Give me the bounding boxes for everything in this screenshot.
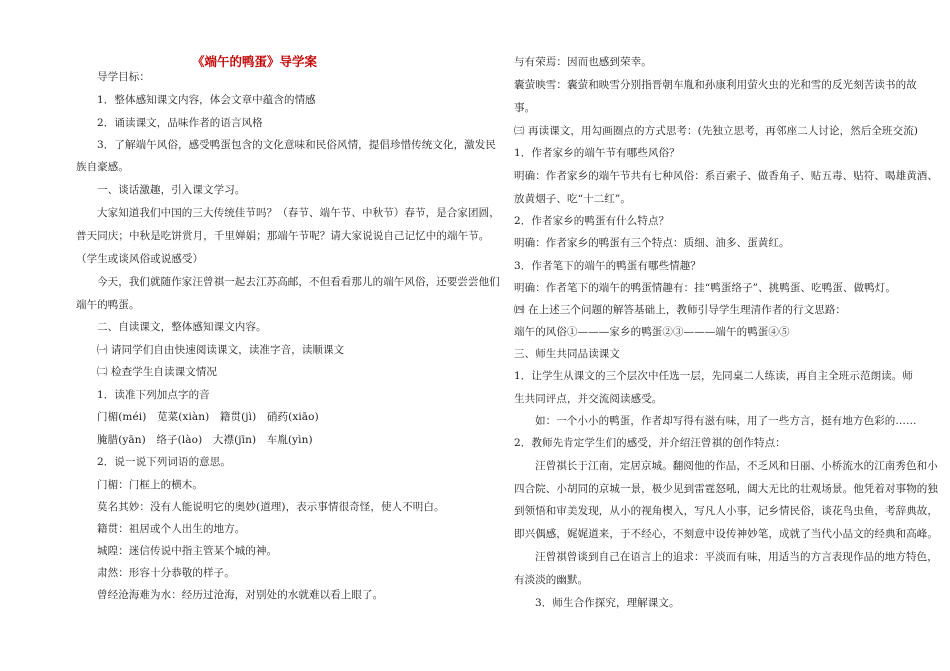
text-line: 普天同庆；中秋是吃饼赏月，千里婵娟；那端午节呢？请大家说说自己记忆中的端午节。 [76, 230, 490, 242]
text-line: 明确：作者笔下的端午的鸭蛋情趣有：挂“鸭蛋络子”、挑鸭蛋、吃鸭蛋、做鸭灯。 [514, 282, 896, 294]
text-line: 今天，我们就随作家汪曾祺一起去江苏高邮，不但看看那儿的端午风俗，还要尝尝他们 [97, 276, 500, 288]
text-line: 明确：作者家乡的鸭蛋有三个特点：质细、油多、蛋黄红。 [514, 237, 790, 249]
text-line: 2．作者家乡的鸭蛋有什么特点？ [514, 215, 670, 227]
text-line: 3．了解端午风俗，感受鸭蛋包含的文化意味和民俗风情，提倡珍惜传统文化，激发民 [97, 139, 496, 151]
text-line: 门楣(méi) 苋菜(xiàn) 籍贯(jì) 硝药(xiāo) [97, 411, 319, 423]
section-heading: 二、自读课文，整体感知课文内容。 [97, 321, 267, 333]
section-heading: 一、谈话激趣，引入课文学习。 [97, 184, 246, 196]
text-line: 3．作者笔下的端午的鸭蛋有哪些情趣？ [514, 260, 701, 272]
text-line: 四合院、小胡同的京城一景，极少见到雷霆怒吼，阔大无比的壮观场景。他凭着对事物的独 [514, 483, 938, 495]
text-line: ㈡ 检查学生自读课文情况 [97, 366, 218, 378]
text-line: 导学目标： [97, 71, 150, 83]
text-line: ㈢ 再读课文，用勾画圈点的方式思考：(先独立思考，再邻座二人讨论，然后全班交流) [514, 125, 919, 137]
text-line: ㈠ 请同学们自由快速阅读课文，读准字音，读顺课文 [97, 344, 345, 356]
text-line: 曾经沧海难为水：经历过沧海，对别处的水就难以看上眼了。 [97, 589, 384, 601]
text-line: 放黄烟子、吃“十二红”。 [514, 193, 631, 205]
text-line: 族自豪感。 [76, 161, 129, 173]
text-line: 2．说一说下列词语的意思。 [97, 456, 231, 468]
text-line: 腌腊(yān) 络子(lào) 大襟(jīn) 车胤(yìn) [97, 434, 313, 446]
text-line: 大家知道我们中国的三大传统佳节吗？（春节、端午节、中秋节）春节，是合家团圆， [97, 207, 500, 219]
text-line: 籍贯：祖居或个人出生的地方。 [97, 523, 246, 535]
text-line: 2．教师先肯定学生们的感受，并介绍汪曾祺的创作特点： [514, 437, 786, 449]
text-line: 3．师生合作探究，理解课文。 [535, 597, 680, 609]
text-line: 明确：作者家乡的端午节共有七种风俗：系百索子、做香角子、贴五毒、贴符、喝雄黄酒、 [514, 170, 938, 182]
text-line: 与有荣焉：因而也感到荣幸。 [514, 56, 652, 68]
text-line: （学生或谈风俗或说感受） [76, 253, 204, 265]
text-line: 肃然：形容十分恭敬的样子。 [97, 567, 235, 579]
text-line: ㈣ 在上述三个问题的解答基础上，教师引导学生理清作者的行文思路： [514, 304, 847, 316]
text-line: 端午的风俗①———家乡的鸭蛋②③———端午的鸭蛋④⑤ [514, 326, 790, 338]
text-line: 莫名其妙：没有人能说明它的奥妙(道理)，表示事情很奇怪，使人不明白。 [97, 501, 445, 513]
text-line: 如：一个小小的鸭蛋，作者却写得有滋有味，用了一些方言，挺有地方色彩的…… [535, 415, 917, 427]
section-heading: 三、师生共同品读课文 [514, 348, 620, 360]
text-line: 1．让学生从课文的三个层次中任选一层，先同桌二人练读，再自主全班示范朗读。师 [514, 370, 913, 382]
text-line: 到领悟和审美发现，从小的视角楔入，写凡人小事，记乡情民俗，谈花鸟虫鱼，考辞典故， [514, 505, 938, 517]
text-line: 门楣：门框上的横木。 [97, 479, 203, 491]
text-line: 生共同评点，并交流阅读感受。 [514, 393, 663, 405]
text-line: 汪曾祺曾谈到自己在语言上的追求：平淡而有味，用适当的方言表现作品的地方特色， [535, 551, 938, 563]
text-line: 城隍：迷信传说中指主管某个城的神。 [97, 545, 278, 557]
text-line: 即兴偶感，娓娓道来，于不经心，不刻意中设传神妙笔，成就了当代小品文的经典和高峰。 [514, 528, 938, 540]
text-line: 有淡淡的幽默。 [514, 574, 589, 586]
text-line: 汪曾祺长于江南，定居京城。翻阅他的作品，不乏风和日丽、小桥流水的江南秀色和小 [535, 460, 938, 472]
text-line: 1．读准下列加点字的音 [97, 389, 210, 401]
text-line: 囊萤映雪：囊萤和映雪分别指晋朝车胤和孙康利用萤火虫的光和雪的反光刻苦读书的故 [514, 79, 917, 91]
document-title: 《端午的鸭蛋》导学案 [192, 54, 318, 69]
text-line: 1．作者家乡的端午节有哪些风俗？ [514, 147, 680, 159]
text-line: 2．诵读课文，品味作者的语言风格 [97, 117, 263, 129]
text-line: 端午的鸭蛋。 [76, 299, 140, 311]
text-line: 1．整体感知课文内容，体会文章中蕴含的情感 [97, 94, 316, 106]
text-line: 事。 [514, 102, 536, 114]
